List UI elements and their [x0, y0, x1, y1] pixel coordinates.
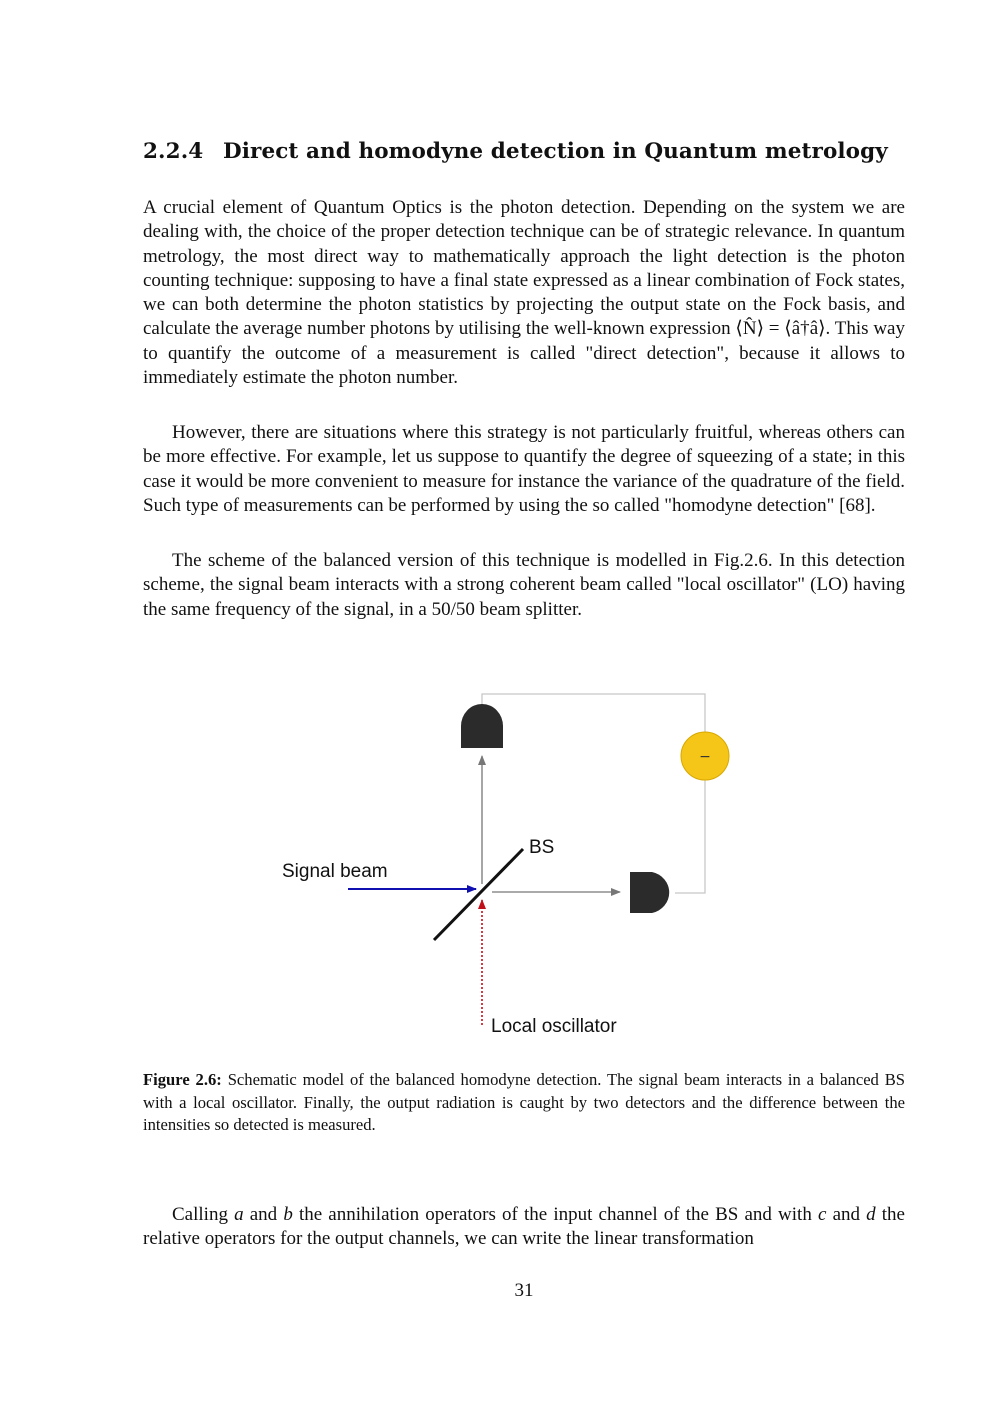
p4-text-2: and [243, 1204, 284, 1225]
p4-text-1: Calling [172, 1204, 235, 1225]
local-oscillator-label: Local oscillator [491, 1016, 617, 1037]
paragraph-scheme: The scheme of the balanced version of this technique is modelled in Fig.2.6. In this detection scheme, the signal beam interacts with a strong coherent beam called "local oscillator" (LO) having the same frequency of the signal, in a 50/50 beam splitter. [143, 550, 905, 620]
operator-a: a [234, 1204, 244, 1225]
caption-label: Figure 2.6: [143, 1070, 222, 1089]
figure-caption [143, 1069, 905, 1137]
p4-text-5: the relative operators for the output channels, we can write the linear transformation [143, 1204, 905, 1250]
circuit-wire [482, 694, 705, 893]
right-detector-icon [630, 872, 669, 913]
paragraph-operators [143, 1203, 905, 1252]
meter-symbol: − [699, 749, 711, 765]
bs-label: BS [529, 837, 555, 858]
paragraph-direct-detection: A crucial element of Quantum Optics is the photon detection. Depending on the system we are dealing with, the choice of the proper detection technique can be of strategic relevance. In quantum metrology, the most direct way to mathematically approach the light detection is the photon counting technique: supposing to have a final state expressed as a linear combination of Fock states, we can both determine the photon statistics by projecting the output state on the Fock basis, and calculate the average number photons by utilising the well-known expression ⟨N̂⟩ = ⟨â†â⟩. This way to quantify the outcome of a measurement is called "direct detection", because it allows to immediately estimate the photon number. [143, 197, 905, 389]
paragraph-homodyne-intro: However, there are situations where this strategy is not particularly fruitful, whereas others can be more effective. For example, let us suppose to quantify the degree of squeezing of a state; in this case it would be more convenient to measure for instance the variance of the quadrature of the field. Such type of measurements can be performed by using the so called "homodyne detection" [68]. [143, 422, 905, 516]
section-title: Direct and homodyne detection in Quantum metrology [223, 139, 888, 164]
operator-b: b [283, 1204, 293, 1225]
top-detector-icon [461, 704, 503, 748]
operator-d: d [866, 1204, 876, 1225]
p4-text-4: and [826, 1204, 867, 1225]
section-heading [143, 139, 905, 164]
section-number: 2.2.4 [143, 139, 204, 164]
operator-c: c [817, 1204, 827, 1225]
page-number: 31 [514, 1280, 534, 1301]
beam-splitter [434, 849, 523, 940]
p4-text-3: the annihilation operators of the input channel of the BS and with [292, 1204, 818, 1225]
caption-text: Schematic model of the balanced homodyne detection. The signal beam interacts in a balanced BS with a local oscillator. Finally, the output radiation is caught by two detectors and the difference between the intensities so detected is measured. [143, 1070, 905, 1135]
signal-beam-label: Signal beam [282, 861, 388, 882]
